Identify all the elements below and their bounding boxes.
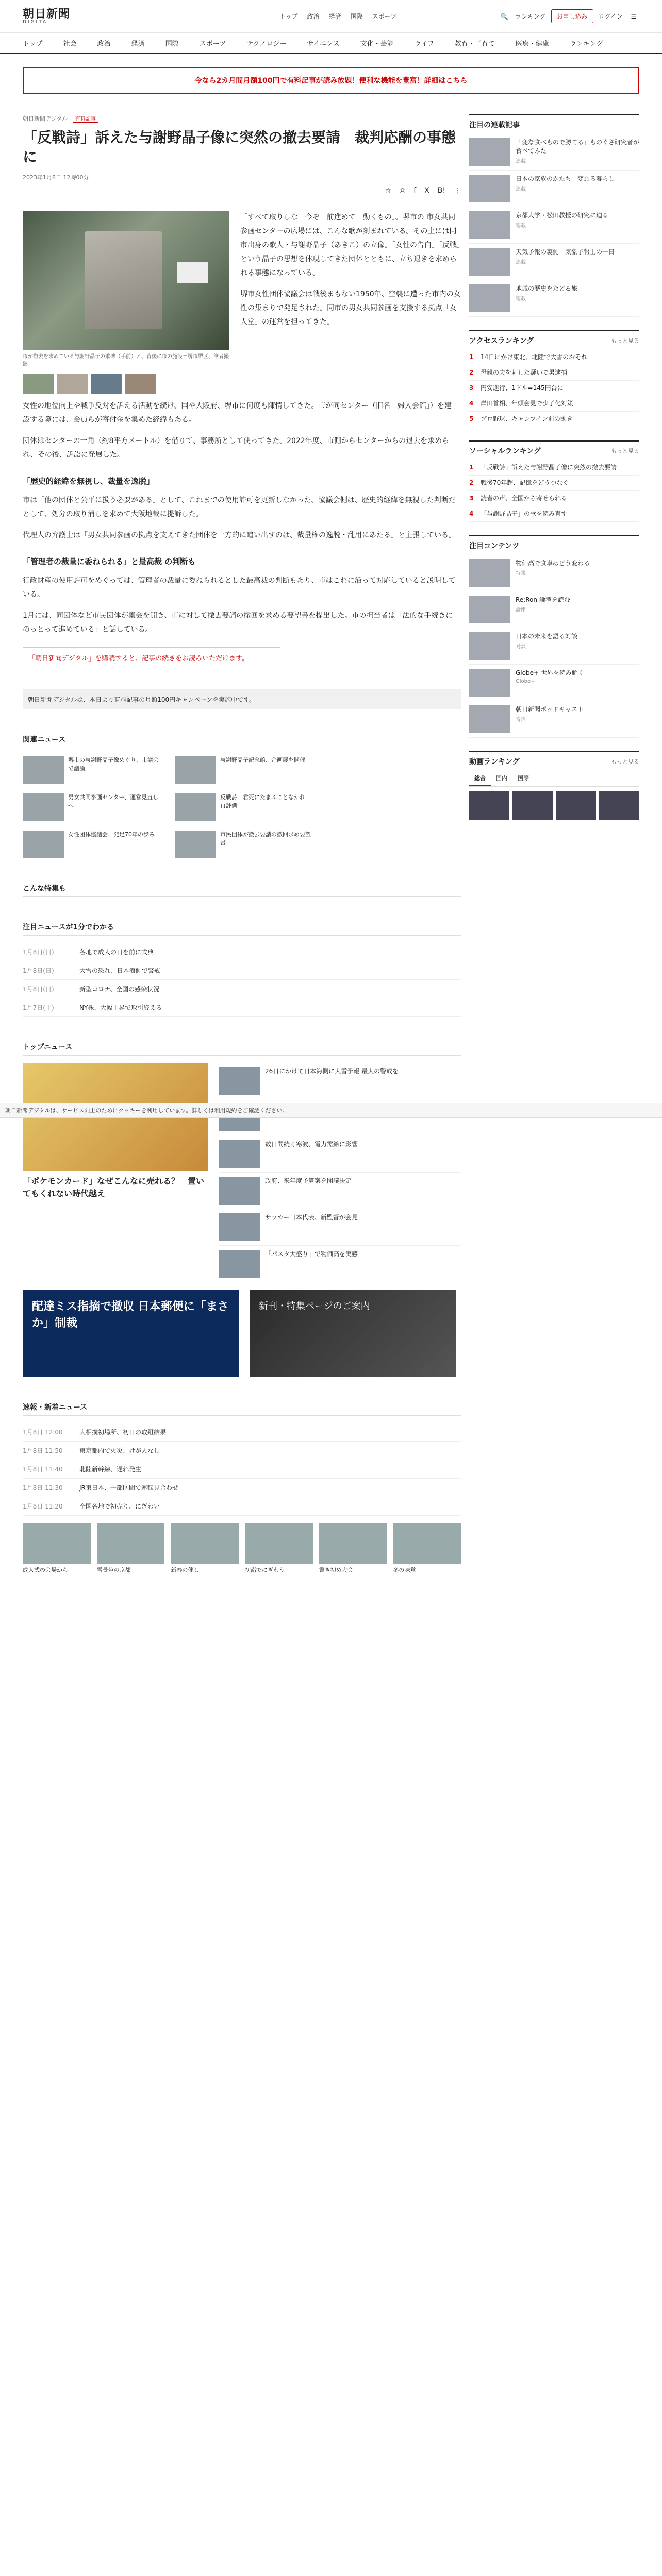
sidebar [469,114,639,1574]
ranking-item[interactable]: 1 「反戦詩」訴えた与謝野晶子像に突然の撤去要請 [469,460,639,476]
nav-item-economy[interactable]: 経済 [131,40,145,48]
nav-item-ranking[interactable]: ランキング [569,40,603,48]
x-icon[interactable]: X [424,187,429,195]
sidebar-title: ソーシャルランキング [469,447,541,455]
header-link-sports[interactable]: スポーツ [372,13,397,20]
logo-main: 朝日新聞 [23,7,71,21]
share-bar [23,187,461,199]
related-item[interactable]: 反戦詩「君死にたまふことなかれ」再評価 [175,793,311,821]
nav-item-culture[interactable]: 文化・芸能 [360,40,394,48]
ranking-item[interactable]: 4 岸田首相、年頭会見で少子化対策 [469,396,639,412]
sidebar-access-ranking [469,330,639,427]
related-item[interactable]: 与謝野晶子記念館、企画展を開催 [175,756,311,784]
tab-domestic[interactable]: 国内 [496,775,507,782]
list-item[interactable]: 1月8日 11:50 東京都内で火災、けが人なし [23,1442,461,1460]
breadcrumb-section[interactable]: 朝日新聞デジタル [23,115,68,122]
nav-item-life[interactable]: ライフ [414,40,434,48]
special-title: こんな特集も [23,883,461,897]
nav-item-sports[interactable]: スポーツ [199,40,226,48]
breadcrumb [23,114,461,123]
list-item[interactable]: 地域の歴史をたどる旅 連載 [469,280,639,317]
facebook-icon[interactable]: f [413,187,417,195]
premium-bar[interactable]: 朝日新聞デジタルは、本日より有料記事の月額100円キャンペーンを実施中です。 [23,689,461,709]
header-links [279,12,396,21]
ranking-item[interactable]: 4 「与謝野晶子」の歌を読み直す [469,506,639,522]
article-paragraph: 女性の地位向上や戦争反対を訴える活動を続け、国や大阪府、堺市に何度も陳情してきた。市が同センター（旧名「婦人会館」）を建設する際には、会員らが寄付金を集めた経緯もある。 [23,402,452,424]
article-subheading: 「歴史的経緯を無視し、裁量を逸脱」 [23,477,155,486]
search-icon[interactable]: 🔍 [500,12,508,20]
more-link[interactable]: もっと見る [611,758,639,765]
ranking-item[interactable]: 3 円安進行、1ドル=145円台に [469,381,639,396]
related-item[interactable]: 市民団体が撤去要請の撤回求め要望書 [175,831,311,858]
list-item[interactable]: 1月8日 11:30 JR東日本、一部区間で運転見合わせ [23,1479,461,1497]
logo-sub: DIGITAL [23,19,52,25]
list-item[interactable]: 1月8日 11:40 北陸新幹線、遅れ発生 [23,1460,461,1479]
video-thumbnail[interactable] [556,791,596,820]
site-logo[interactable] [23,7,78,26]
list-item[interactable]: 1月8日(日) 各地で成人の日を前に式典 [23,943,461,961]
hatena-icon[interactable]: B! [437,187,445,195]
related-item[interactable]: 女性団体協議会、発足70年の歩み [23,831,159,858]
article-paragraph: 市は「他の団体と公平に扱う必要がある」として、これまでの使用許可を更新しなかった。協議会側は、歴史的経緯を無視した判断だとして、処分の取り消しを求めて大阪地裁に提訴した。 [23,496,456,518]
sidebar-video-ranking [469,751,639,820]
main-column [23,114,461,1574]
video-tabs [469,771,639,787]
video-thumbnails [469,791,639,820]
photo-thumbnails [23,374,229,394]
list-item[interactable]: 26日にかけて日本海側に大雪予報 最大の警戒を [219,1063,461,1099]
ranking-item[interactable]: 5 プロ野球、キャンプイン前の動き [469,412,639,427]
list-item[interactable]: Re:Ron 論考を読む 論座 [469,591,639,628]
nav-item-society[interactable]: 社会 [63,40,77,48]
topnews-lead[interactable]: 「ポケモンカード」なぜこんなに売れる？ 置いてもくれない時代越え [23,1063,208,1282]
paid-badge: 有料記事 [73,116,98,123]
ranking-link[interactable]: ランキング [515,13,546,20]
list-item[interactable]: 1月8日(日) 大雪の恐れ、日本海側で警戒 [23,961,461,980]
list-item[interactable]: 京都大学・松田教授の研究に迫る 連載 [469,207,639,244]
header-link-top[interactable]: トップ [279,13,298,20]
print-icon[interactable]: ⎙ [400,187,406,195]
list-item[interactable]: 1月8日(日) 新型コロナ、全国の感染状況 [23,980,461,998]
list-item[interactable]: 日本の家族のかたち 変わる暮らし 連載 [469,171,639,207]
grid-item[interactable]: 冬の味覚 [393,1523,461,1574]
related-title: 関連ニュース [23,734,461,748]
nav-item-world[interactable]: 国際 [165,40,179,48]
topnews-list [219,1063,461,1282]
list-item[interactable]: 数日間続く寒波、電力需給に影響 [219,1136,461,1173]
list-item[interactable]: 日本の未来を語る対談 対談 [469,628,639,665]
photo-grid [23,1523,461,1574]
subscribe-button[interactable]: お申し込み [551,9,593,23]
topnews-title: トップニュース [23,1042,461,1056]
ranking-item[interactable]: 2 母親の夫を刺した疑いで男逮捕 [469,365,639,381]
list-item[interactable]: 政府、来年度予算案を閣議決定 [219,1173,461,1209]
sidebar-title: 動画ランキング [469,758,520,766]
login-link[interactable]: ログイン [598,13,623,20]
list-item[interactable]: 1月8日 12:00 大相撲初場所、初日の取組結果 [23,1423,461,1442]
related-item[interactable]: 男女共同参画センター、運営見直しへ [23,793,159,821]
header-actions [499,9,639,23]
thumbnail[interactable] [57,374,88,394]
article-byline: 2023年1月8日 12時00分 [23,174,89,181]
list-item[interactable]: 1月7日(土) NY株、大幅上昇で取引終える [23,998,461,1017]
grid-item[interactable]: 成人式の会場から [23,1523,91,1574]
ranking-item[interactable]: 1 14日にかけ東北、北陸で大雪のおそれ [469,350,639,365]
video-thumbnail[interactable] [599,791,639,820]
thumbnail[interactable] [125,374,156,394]
sidebar-social-ranking [469,440,639,522]
header-link-politics[interactable]: 政治 [307,13,320,20]
tab-all[interactable]: 総合 [469,771,491,786]
grid-item[interactable]: 初詣でにぎわう [245,1523,313,1574]
nav-item-top[interactable]: トップ [23,40,43,48]
list-item[interactable]: 天気予報の裏側 気象予報士の一日 連載 [469,244,639,280]
article-paragraph: 行政財産の使用許可をめぐっては、管理者の裁量に委ねられるとした最高裁の判断もあり、市はこれに沿って対応していると説明している。 [23,577,456,599]
ad-banner[interactable]: 配達ミス指摘で撤収 日本郵便に「まさか」制裁 [23,1290,239,1377]
promo-banner[interactable]: 今なら2カ月間月額100円で有料記事が読み放題！便利な機能を豊富！詳細はこちら [23,67,639,94]
ranking-item[interactable]: 3 読者の声、全国から寄せられる [469,491,639,506]
photo-caption: 市が撤去を求めている与謝野晶子の歌碑（手前）と、背後に市の施設＝堺市堺区、筆者撮影 [23,354,229,367]
video-thumbnail[interactable] [469,791,509,820]
list-item[interactable]: 「パスタ大盛り」で物価高を実感 [219,1246,461,1282]
list-item[interactable]: サッカー日本代表、新監督が会見 [219,1209,461,1246]
video-thumbnail[interactable] [512,791,553,820]
list-item[interactable]: Globe+ 世界を読み解く Globe+ [469,665,639,701]
tab-international[interactable]: 国際 [518,775,529,782]
news-list-title: 速報・新着ニュース [23,1402,461,1416]
sidebar-featured [469,535,639,738]
news-list [23,1423,461,1516]
grid-item[interactable]: 書き初め大会 [319,1523,387,1574]
article-title: 「反戦詩」訴えた与謝野晶子像に突然の撤去要請 裁判応酬の事態に [23,129,456,165]
related-grid [23,756,311,858]
related-item[interactable]: 堺市の与謝野晶子像めぐり、市議会で議論 [23,756,159,784]
article-paragraph: 堺市女性団体協議会は戦後まもない1950年、空襲に遭った市内の女性の集まりで発足された。同市の男女共同参画を支援する拠点「女人堂」の運営を担ってきた。 [240,290,461,326]
thumbnail[interactable] [23,374,54,394]
nav-item-science[interactable]: サイエンス [307,40,340,48]
more-link[interactable]: もっと見る [611,337,639,344]
thumbnail[interactable] [91,374,122,394]
menu-icon[interactable]: ☰ [631,12,637,20]
header-link-economy[interactable]: 経済 [328,13,341,20]
ad-banner[interactable]: 新刊・特集ページのご案内 [250,1290,456,1377]
nav-item-politics[interactable]: 政治 [97,40,111,48]
grid-item[interactable]: 雪景色の京都 [97,1523,165,1574]
list-item[interactable]: 朝日新聞ポッドキャスト 音声 [469,701,639,738]
nav-item-education[interactable]: 教育・子育て [454,40,495,48]
site-header [0,0,662,33]
main-nav [0,33,662,54]
sidebar-title: 注目コンテンツ [469,542,520,550]
header-link-world[interactable]: 国際 [350,13,363,20]
list-item[interactable]: 「変な食べもので勝てる」ものぐさ研究者が食べてみた 連載 [469,134,639,171]
follow-list [23,943,461,1017]
grid-item[interactable]: 新春の催し [171,1523,239,1574]
more-share-icon[interactable]: ⋮ [454,187,461,195]
sidebar-title: 注目の連載記事 [469,121,520,129]
nav-item-tech[interactable]: テクノロジー [246,40,287,48]
article-paragraph: 代理人の弁護士は「男女共同参画の拠点を支えてきた団体を一方的に追い出すのは、裁量権の逸脱・乱用にあたる」と主張している。 [23,531,456,539]
list-item[interactable]: 1月8日 11:20 全国各地で初売り、にぎわい [23,1497,461,1516]
ranking-item[interactable]: 2 戦後70年超、記憶をどうつなぐ [469,476,639,491]
sidebar-serial [469,114,639,317]
follow-title: 注目ニュースが1分でわかる [23,922,461,936]
more-link[interactable]: もっと見る [611,448,639,454]
list-item[interactable]: 物価高で食卓はどう変わる 特集 [469,555,639,591]
nav-item-health[interactable]: 医療・健康 [515,40,549,48]
bookmark-icon[interactable]: ☆ [385,187,392,195]
read-more-box[interactable]: 「朝日新聞デジタル」を購読すると、記事の続きをお読みいただけます。 [23,647,280,668]
article-paragraph: 「すべて取りしな 今ぞ 前進めて 動くもの」。堺市の 市女共同参画センターの広場には、こんな歌が刻まれている。その上には同市出身の歌人・与謝野晶子（あきこ）の立像。「女性の告白」「反戦」という晶子の思想を体現してきた団体とともに、立ち退きを求められる事態になっている。 [240,213,460,277]
article-subheading: 「管理者の裁量に委ねられる」と最高裁 の判断も [23,557,196,566]
article-paragraph: 1月には、同団体など市民団体が集会を開き、市に対して撤去要請の撤回を求める要望書を提出した。市の担当者は「法的な手続きにのっとって進めている」と話している。 [23,612,453,634]
sidebar-title: アクセスランキング [469,337,534,345]
article-photo[interactable] [23,211,229,350]
article-paragraph: 団体はセンターの一角（約8平方メートル）を借りて、事務所として使ってきた。2022年度、市側からセンターからの退去を求められ、その後、訴訟に発展した。 [23,437,450,459]
cookie-notice[interactable]: 朝日新聞デジタルは、サービス向上のためにクッキーを利用しています。詳しくは利用規約をご確認ください。 [0,1103,662,1118]
